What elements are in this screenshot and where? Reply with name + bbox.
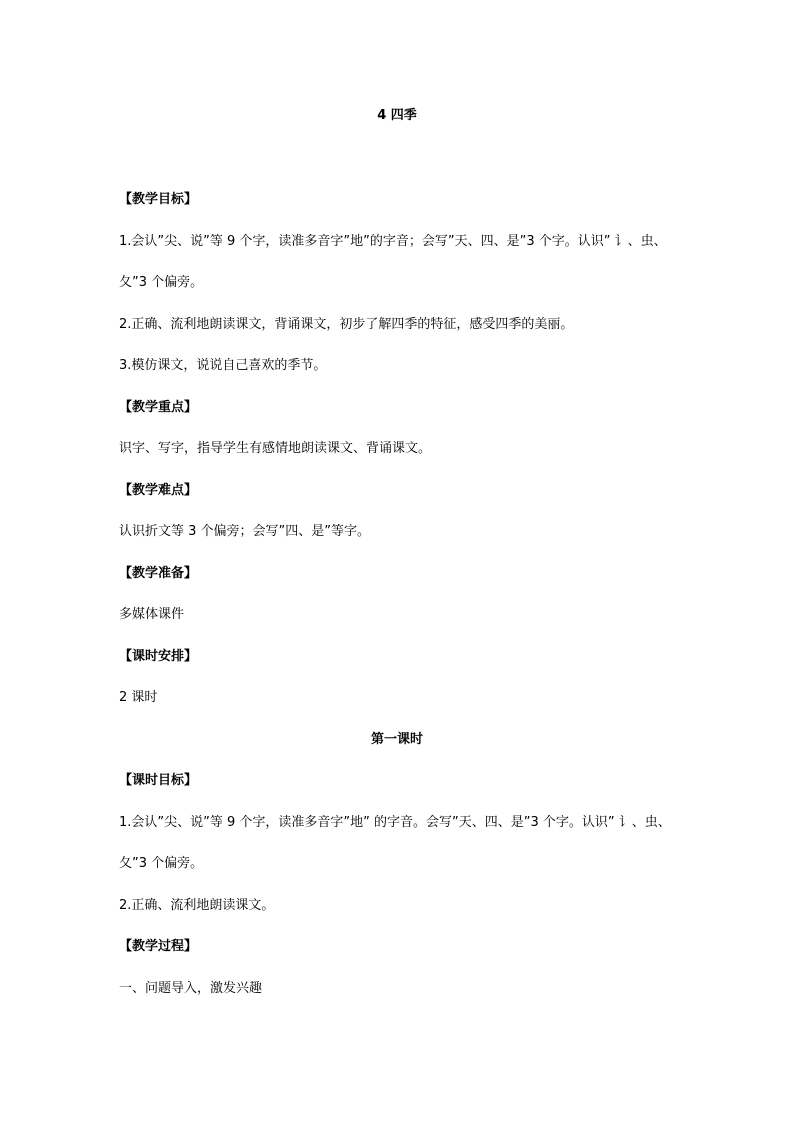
goal-line-2: 2.正确、流利地朗读课文，背诵课文，初步了解四季的特征，感受四季的美丽。 [119,317,574,332]
section-heading-preparation: 【教学准备】 [119,566,198,581]
difficulties-text: 认识折文等 3 个偏旁；会写”四、是”等字。 [119,524,371,539]
schedule-text: 2 课时 [119,690,158,705]
goal-line-1: 1.会认”尖、说”等 9 个字，读准多音字”地”的字音；会写”天、四、是”3 个字。认识” 讠、虫、 [119,234,667,249]
lesson-goal-line-1: 1.会认”尖、说”等 9 个字，读准多音字”地” 的字音。会写”天、四、是”3 个字。认识” 讠、虫、 [119,815,671,830]
goal-line-1-continued: 夂”3 个偏旁。 [119,275,204,290]
section-heading-lesson-goals: 【课时目标】 [119,773,198,788]
process-step-1: 一、问题导入，激发兴趣 [119,981,263,996]
preparation-text: 多媒体课件 [119,607,185,622]
section-heading-process: 【教学过程】 [119,939,198,954]
document-title: 4 四季 [377,108,417,123]
key-points-text: 识字、写字，指导学生有感情地朗读课文、背诵课文。 [119,441,432,456]
section-heading-teaching-goals: 【教学目标】 [119,192,198,207]
section-heading-schedule: 【课时安排】 [119,649,198,664]
lesson-one-title: 第一课时 [370,732,423,747]
lesson-goal-line-1-continued: 夂”3 个偏旁。 [119,856,204,871]
goal-line-3: 3.模仿课文，说说自己喜欢的季节。 [119,358,327,373]
section-heading-key-points: 【教学重点】 [119,400,198,415]
section-heading-difficulties: 【教学难点】 [119,483,198,498]
lesson-goal-line-2: 2.正确、流利地朗读课文。 [119,898,275,913]
